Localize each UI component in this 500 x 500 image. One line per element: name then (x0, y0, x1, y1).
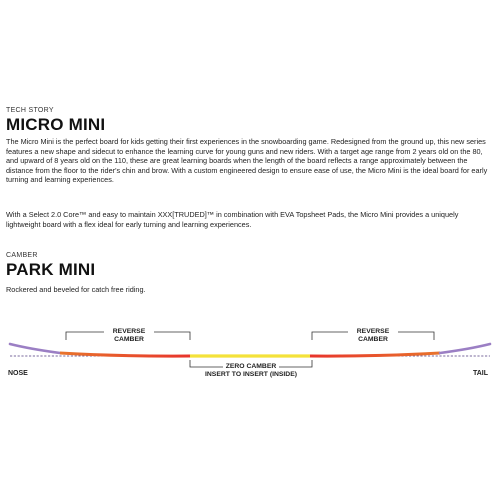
camber-title: PARK MINI (6, 260, 96, 279)
right-reverse-camber-label (348, 328, 398, 344)
camber-eyebrow: CAMBER (6, 252, 38, 259)
tech-story-paragraph-1: The Micro Mini is the perfect board for kids getting their first experiences in the snowboarding game. Redesigned from the ground up, this new series features a new shape and sidecut to enhance the learning curve for young guns and new riders. With a target age range from 2 years old on the 80, and upward of 8 years old on the 110, these are great learning boards when the length of the board reflects a range approximately between the distance from the floor to the rider's chin and brow. With a custom engineered design to ensure ease of use, the Micro Mini is the ideal board for early turning and learning experiences. (6, 137, 488, 185)
camber-profile-diagram (0, 318, 500, 390)
camber-profile-svg (0, 318, 500, 390)
left-reverse-camber-label (104, 328, 154, 344)
left-zone-line1: REVERSE (112, 328, 146, 335)
center-zone-line2: INSERT TO INSERT (INSIDE) (204, 371, 298, 378)
tech-story-paragraph-2: With a Select 2.0 Core™ and easy to maintain XXX[TRUDED]™ in combination with EVA Topsheet Pads, the Micro Mini provides a uniquely lightweight board with a flex ideal for early turning and learning experiences. (6, 210, 459, 229)
left-zone-line2: CAMBER (114, 336, 144, 343)
tech-story-title: MICRO MINI (6, 115, 106, 134)
right-zone-line1: REVERSE (356, 328, 390, 335)
right-zone-line2: CAMBER (358, 336, 388, 343)
tech-story-eyebrow: TECH STORY (6, 107, 54, 114)
tail-label: TAIL (473, 370, 489, 377)
nose-label: NOSE (8, 370, 28, 377)
center-zone-line1: ZERO CAMBER (223, 363, 280, 371)
tail-tip-rocker (440, 344, 490, 353)
camber-description: Rockered and beveled for catch free riding. (6, 285, 146, 294)
nose-tip-rocker (10, 344, 60, 353)
zero-camber-label (190, 363, 312, 379)
